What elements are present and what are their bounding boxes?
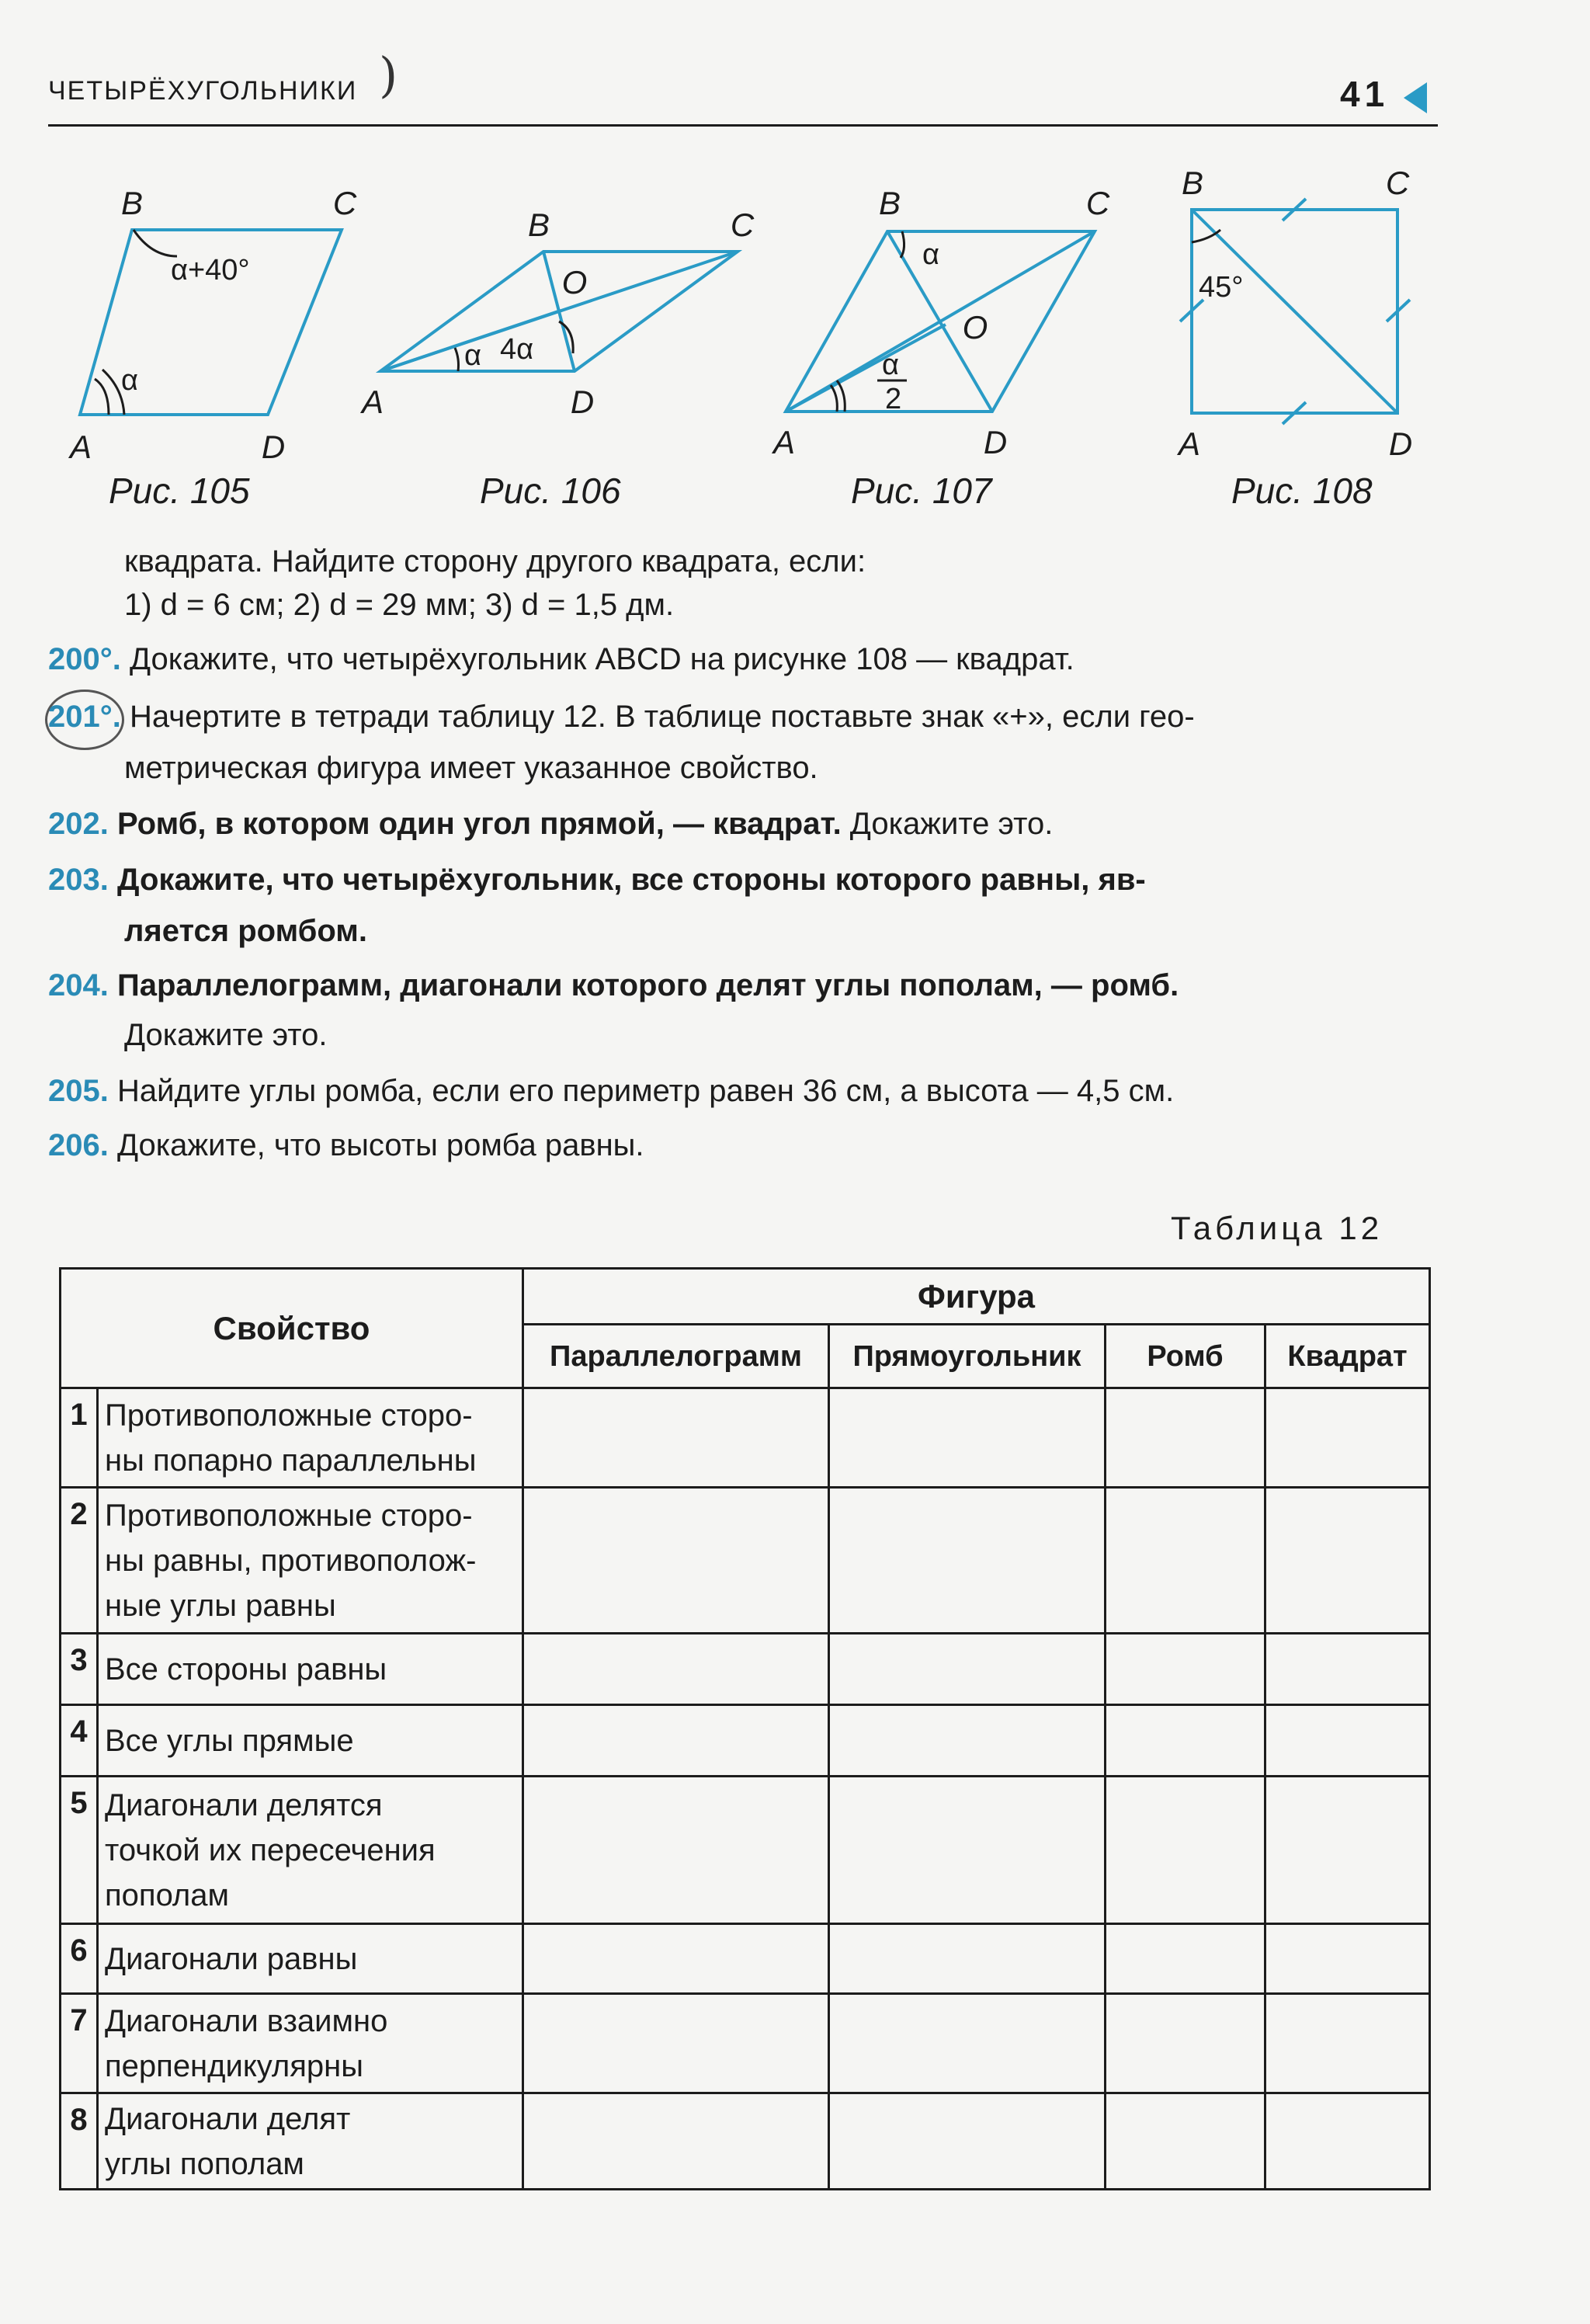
- cell-rhombus[interactable]: [1106, 1994, 1265, 2093]
- row-property: [98, 1705, 523, 1777]
- text-line-2: 1) d = 6 см; 2) d = 29 мм; 3) d = 1,5 дм.: [124, 588, 675, 622]
- header-arc-decoration: ): [379, 47, 398, 103]
- exercise-mark: °.: [99, 642, 121, 676]
- property-line: Диагонали взаимно: [105, 2003, 388, 2038]
- row-property: [98, 1777, 523, 1924]
- header-figure: Фигура: [523, 1269, 1430, 1325]
- cell-square[interactable]: [1265, 1777, 1430, 1924]
- exercise-number: 206: [48, 1128, 100, 1162]
- exercise-text: Докажите, что четырёхугольник ABCD на рисунке 108 — квадрат.: [129, 642, 1074, 676]
- cell-square[interactable]: [1265, 1924, 1430, 1994]
- cell-rhombus[interactable]: [1106, 2093, 1265, 2190]
- fig108-caption: Рис. 108: [1231, 471, 1373, 511]
- exercise-204-cont: Докажите это.: [124, 1018, 328, 1052]
- table-header-row: [61, 1269, 1430, 1325]
- cell-rectangle[interactable]: [829, 1924, 1106, 1994]
- exercise-203-cont: ляется ромбом.: [124, 914, 367, 948]
- fig107-label-o: O: [962, 309, 988, 346]
- property-line: перпендикулярны: [105, 2048, 363, 2083]
- exercise-text: Начертите в тетради таблицу 12. В таблице поставьте знак «+», если гео-: [129, 700, 1195, 734]
- header-rule: [48, 124, 1438, 127]
- page-arrow-icon: [1404, 82, 1427, 113]
- exercise-number: 202: [48, 807, 100, 841]
- exercise-text: Докажите, что высоты ромба равны.: [117, 1128, 644, 1162]
- exercise-203: [48, 859, 1146, 901]
- cell-rhombus[interactable]: [1106, 1705, 1265, 1777]
- property-line: ны попарно параллельны: [105, 1443, 477, 1478]
- cell-rhombus[interactable]: [1106, 1777, 1265, 1924]
- cell-rhombus[interactable]: [1106, 1634, 1265, 1705]
- exercise-202: [48, 803, 1053, 845]
- property-line: Диагонали равны: [105, 1941, 358, 1976]
- fig106-angle-d: 4α: [500, 333, 534, 366]
- fig105-label-a: A: [69, 429, 92, 465]
- fig107-label-a: A: [772, 424, 796, 460]
- cell-square[interactable]: [1265, 2093, 1430, 2190]
- fig108-angle-b: 45°: [1199, 271, 1244, 304]
- cell-square[interactable]: [1265, 1994, 1430, 2093]
- property-line: Противоположные сторо-: [105, 1398, 473, 1433]
- fig106-label-b: B: [527, 207, 550, 243]
- property-line: Диагонали делятся: [105, 1787, 383, 1822]
- row-property: [98, 1924, 523, 1994]
- exercise-number: 201: [48, 700, 100, 734]
- row-property: [98, 1388, 523, 1488]
- exercise-mark: .: [99, 1128, 109, 1162]
- fig107-caption: Рис. 107: [851, 471, 992, 511]
- cell-parallelogram[interactable]: [523, 1488, 829, 1634]
- property-line: точкой их пересечения: [105, 1832, 436, 1867]
- table-row: [61, 1777, 1430, 1924]
- row-number: 2: [61, 1488, 98, 1634]
- properties-table: [59, 1267, 1431, 2190]
- exercise-bold-text: Параллелограмм, диагонали которого делят углы пополам, — ромб.: [117, 968, 1179, 1002]
- header-rectangle: Прямоугольник: [829, 1325, 1106, 1388]
- exercise-mark: .: [99, 863, 109, 897]
- exercise-205: [48, 1070, 1174, 1112]
- exercise-204: [48, 964, 1179, 1006]
- cell-rhombus[interactable]: [1106, 1924, 1265, 1994]
- cell-parallelogram[interactable]: [523, 1777, 829, 1924]
- exercise-number: 205: [48, 1074, 100, 1108]
- fig107-angle-a-numerator: α: [882, 349, 899, 381]
- property-line: Все стороны равны: [105, 1652, 387, 1687]
- cell-rectangle[interactable]: [829, 1705, 1106, 1777]
- exercise-number: 204: [48, 968, 100, 1002]
- table-row: [61, 1994, 1430, 2093]
- cell-parallelogram[interactable]: [523, 2093, 829, 2190]
- text-line-1: квадрата. Найдите сторону другого квадрата, если:: [124, 544, 866, 578]
- exercise-text: Докажите, что четырёхугольник, все стороны которого равны, яв-: [117, 863, 1146, 897]
- fig106-angle-a: α: [464, 339, 481, 372]
- property-line: ные углы равны: [105, 1588, 336, 1623]
- fig105-caption: Рис. 105: [109, 471, 250, 511]
- page-number: 41: [1340, 74, 1390, 114]
- fig108-label-d: D: [1388, 426, 1413, 462]
- cell-rectangle[interactable]: [829, 2093, 1106, 2190]
- row-number: 8: [61, 2093, 98, 2190]
- cell-parallelogram[interactable]: [523, 1388, 829, 1488]
- row-number: 5: [61, 1777, 98, 1924]
- property-line: Противоположные сторо-: [105, 1498, 473, 1533]
- exercise-mark: °.: [99, 700, 121, 734]
- cell-rectangle[interactable]: [829, 1634, 1106, 1705]
- table-row: [61, 1388, 1430, 1488]
- fig107-label-d: D: [983, 424, 1008, 460]
- fig108-label-a: A: [1178, 426, 1201, 462]
- exercise-201-cont: метрическая фигура имеет указанное свойство.: [124, 751, 818, 785]
- property-line: Все углы прямые: [105, 1723, 354, 1758]
- fig107-label-b: B: [878, 185, 901, 221]
- row-property: [98, 2093, 523, 2190]
- cell-square[interactable]: [1265, 1388, 1430, 1488]
- row-property: [98, 1488, 523, 1634]
- exercise-bold-text: Ромб, в котором один угол прямой, — квадрат.: [117, 807, 842, 841]
- table-row: [61, 1705, 1430, 1777]
- cell-rectangle[interactable]: [829, 1488, 1106, 1634]
- table-row: [61, 2093, 1430, 2190]
- property-line: Диагонали делят: [105, 2101, 351, 2136]
- cell-rectangle[interactable]: [829, 1777, 1106, 1924]
- fig106-label-o: O: [561, 264, 588, 300]
- exercise-text: Докажите это.: [841, 807, 1054, 841]
- row-number: 4: [61, 1705, 98, 1777]
- header-property: Свойство: [61, 1269, 523, 1388]
- fig105-label-c: C: [332, 185, 357, 221]
- exercise-201: [48, 696, 1195, 738]
- cell-square[interactable]: [1265, 1488, 1430, 1634]
- property-line: углы пополам: [105, 2146, 304, 2181]
- table-title: Таблица 12: [1171, 1210, 1383, 1246]
- fig106-caption: Рис. 106: [480, 471, 621, 511]
- exercise-mark: .: [99, 1074, 109, 1108]
- fig105-angle-a: α: [121, 364, 138, 397]
- fig107-label-c: C: [1085, 185, 1110, 221]
- property-line: пополам: [105, 1878, 230, 1912]
- fig107-angle-a-denominator: 2: [885, 383, 902, 415]
- row-property: [98, 1994, 523, 2093]
- header-parallelogram: Параллелограмм: [523, 1325, 829, 1388]
- exercise-number: 200: [48, 642, 100, 676]
- cell-parallelogram[interactable]: [523, 1994, 829, 2093]
- exercise-number: 203: [48, 863, 100, 897]
- cell-parallelogram[interactable]: [523, 1924, 829, 1994]
- cell-square[interactable]: [1265, 1705, 1430, 1777]
- fig106-label-a: A: [361, 384, 384, 420]
- fig106-label-d: D: [570, 384, 595, 420]
- cell-parallelogram[interactable]: [523, 1634, 829, 1705]
- table-row: [61, 1924, 1430, 1994]
- fig108-label-b: B: [1181, 165, 1204, 201]
- table-row: [61, 1488, 1430, 1634]
- figures-row: [0, 155, 1590, 528]
- row-number: 3: [61, 1634, 98, 1705]
- cell-rhombus[interactable]: [1106, 1488, 1265, 1634]
- cell-rectangle[interactable]: [829, 1388, 1106, 1488]
- exercise-mark: .: [99, 968, 109, 1002]
- cell-square[interactable]: [1265, 1634, 1430, 1705]
- geometry-figures: [0, 155, 1590, 528]
- fig108-label-c: C: [1385, 165, 1410, 201]
- fig105-label-b: B: [120, 185, 144, 221]
- table-row: [61, 1634, 1430, 1705]
- cell-parallelogram[interactable]: [523, 1705, 829, 1777]
- cell-rectangle[interactable]: [829, 1994, 1106, 2093]
- section-title: ЧЕТЫРЁХУГОЛЬНИКИ: [48, 76, 358, 106]
- exercise-mark: .: [99, 807, 109, 841]
- fig107-angle-b: α: [922, 238, 939, 271]
- row-property: [98, 1634, 523, 1705]
- exercise-text: Найдите углы ромба, если его периметр равен 36 см, а высота — 4,5 см.: [117, 1074, 1175, 1108]
- property-line: ны равны, противополож-: [105, 1543, 477, 1578]
- header-square: Квадрат: [1265, 1325, 1430, 1388]
- fig106-label-c: C: [730, 207, 755, 243]
- cell-rhombus[interactable]: [1106, 1388, 1265, 1488]
- exercise-200: [48, 638, 1074, 680]
- header-rhombus: Ромб: [1106, 1325, 1265, 1388]
- row-number: 7: [61, 1994, 98, 2093]
- fig105-angle-b: α+40°: [171, 254, 250, 287]
- row-number: 6: [61, 1924, 98, 1994]
- fig105-label-d: D: [261, 429, 286, 465]
- exercise-206: [48, 1124, 644, 1166]
- row-number: 1: [61, 1388, 98, 1488]
